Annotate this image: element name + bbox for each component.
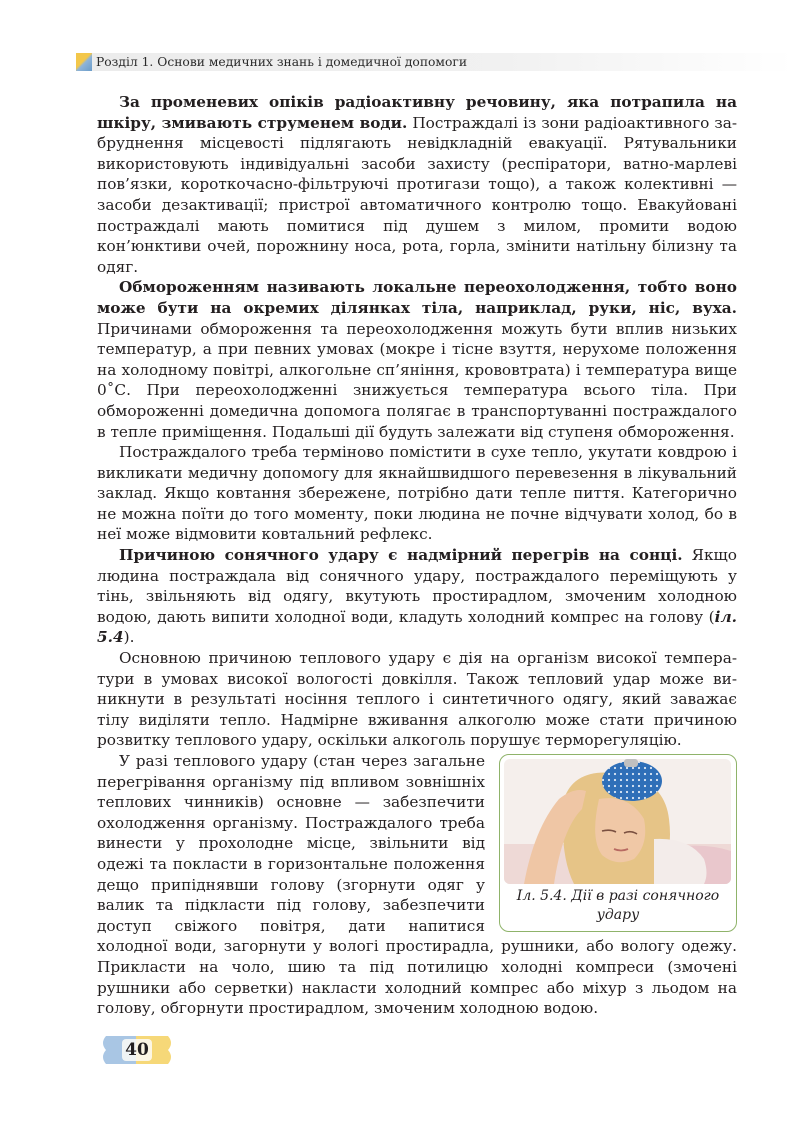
page-content [97,92,737,1019]
paragraph-body: Постраждалого треба терміново помістити в сухе тепло, укутати ковдрою і викликати медичну допомогу для якнайшвидшого перевезення в лікувальний заклад. Якщо ковтання збережене, потрібно дати тепле пиття. Категорично не можна поїти до того моменту, поки людина не почне відчувати холод, бо в неї може відмовити ковтальний рефлекс. [97,443,737,544]
figure-reference: іл. 5.4 [97,607,737,647]
paragraph-body: Основною причиною теплового удару є дія на організм високої температури в умовах високої вологості довкілля. Також тепловий удар може виникнути в результаті носіння теплого і синтетичного одягу, який заважає тілу виділяти тепло. Надмірне вживання алкоголю може стати причиною розвитку теплового удару, оскільки алкоголь порушує терморегуляцію. [97,649,737,750]
paragraph-body: Постраждалі із зони радіоактивного забруднення місцевості підлягають невідкладній евакуації. Рятувальники використовують індивідуальні засоби захисту (респіратори, ватно-марлеві пов’язки, короткочасно-фільтруючі протигази тощо), а також колективні — засоби дезактивації; пристрої автоматичного контролю тощо. Евакуйовані постраждалі мають помитися під душем з милом, промити водою кон’юнктиви очей, порожнину носа, рота, горла, змінити натільну білизну та одяг. [97,113,737,276]
running-header [76,53,794,71]
header-flag-icon [76,53,92,71]
paragraph-lead: За променевих опіків радіоактивну речовину, яка потрапила на шкіру, змивають струменем води. [97,93,737,132]
paragraph-heatstroke-cause [97,648,737,751]
paragraph-tail: ). [123,628,135,647]
paragraph-frostbite [97,277,737,442]
paragraph-body: Причинами обмороження та переохолодження можуть бути вплив низьких температур, а при певних умовах (мокре і тісне взуття, нерухоме положення на холодному повітрі, алкогольне сп’яніння, крововтрата) і температура вище 0˚С. При переохолодженні знижується температура всього тіла. При обмороженні домедична допомога полягає в транспортуванні постраждалого в тепле приміщення. Подальші дії будуть залежати від ступеня обмороження. [97,319,737,441]
paragraph-frostbite-aid [97,442,737,545]
paragraph-body: У разі теплового удару (стан через загальне перегрівання організму під впливом зовнішніх теплових чинників) основне — забезпечити охолодження організму. Постраждалого треба винести у прохолодне місце, звільнити від одежі та покласти в горизонтальне положення дещо припіднявши голову (згорнути одяг у валик та підкласти під голову, забезпечити доступ свіжого повітря, дати напитися холодної води, загорнути у вологі простирадла, рушники, або вологу одежу. Прикласти на чоло, шию та під потилицю холодні компреси (змочені рушники або серветки) накласти холодний компрес або міхур з льодом на голову, обгорнути простирадлом, змоченим холодною водою. [97,752,737,1018]
paragraph-lead: Причиною сонячного удару є надмірний перегрів на сонці. [119,546,683,565]
sunstroke-photo [504,759,731,884]
heatstroke-block [97,751,737,1019]
paragraph-body: Якщо людина постраждала від сонячного удару, постраждалого переміщують у тінь, звільняють від одягу, вкутують простирадлом, змоченим холодною водою, дають випити холодної води, кладуть холодний компрес на голову ( [97,546,737,626]
paragraph-lead: Обмороженням називають локальне переохолодження, тобто воно може бути на окремих ділянках тіла, наприклад, руки, ніс, вуха. [97,278,737,317]
page-number: 40 [125,1040,149,1060]
figure-5-4 [499,754,737,932]
figure-caption: Іл. 5.4. Дії в разі сонячного удару [516,888,720,923]
paragraph-radiation [97,92,737,277]
paragraph-sunstroke [97,545,737,648]
section-title: Розділ 1. Основи медичних знань і домедичної допомоги [96,55,468,69]
page-number-tab [100,1034,174,1066]
woman-with-ice-pack-illustration [504,759,731,884]
